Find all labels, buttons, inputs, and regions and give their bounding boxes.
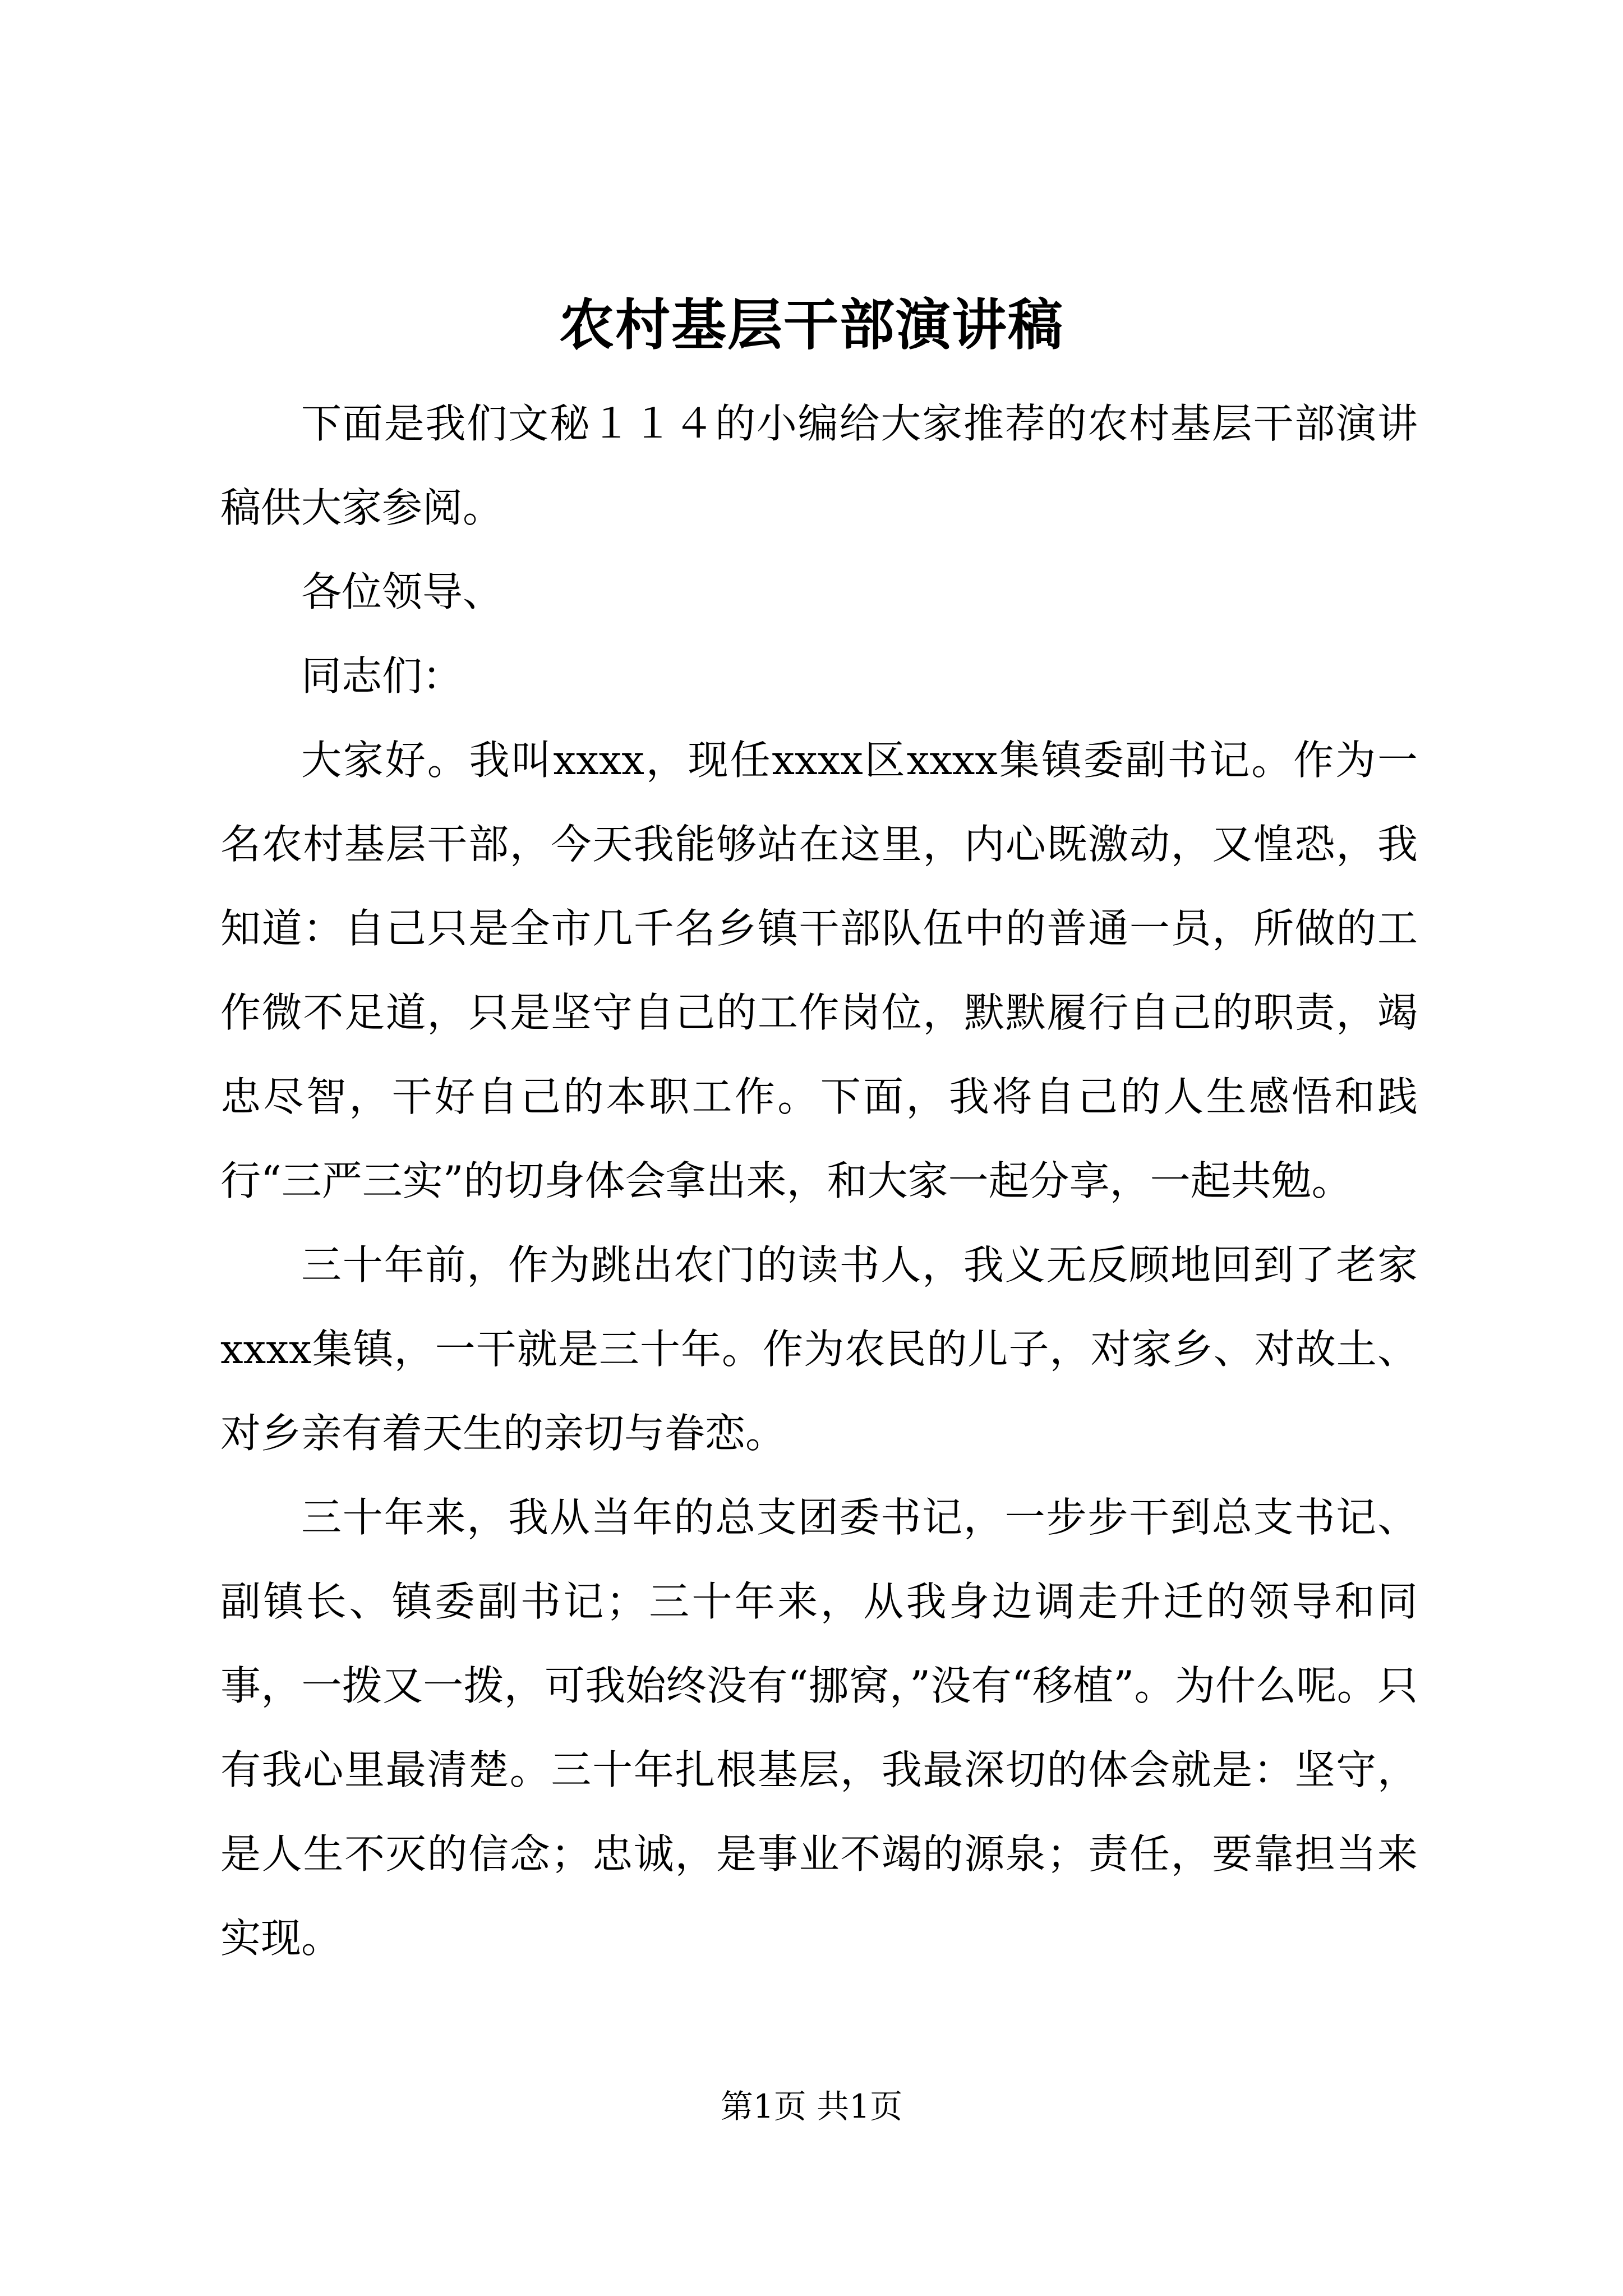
page-footer: 第1页 共1页 (720, 2087, 903, 2125)
document-title: 农村基层干部演讲稿 (559, 293, 1064, 357)
paragraph-salutation-leaders: 各位领导、 (301, 568, 504, 615)
paragraph-intro: 下面是我们文秘１１４的小编给大家推荐的农村基层干部演讲稿供大家参阅。 (220, 400, 1418, 531)
paragraph-thirty-years-since: 三十年来，我从当年的总支团委书记，一步步干到总支书记、副镇长、镇委副书记；三十年来，从我身边调走升迁的领导和同事，一拨又一拨，可我始终没有“挪窝，”没有“移植”。为什么呢。只有我心里最清楚。三十年扎根基层，我最深切的体会就是：坚守，是人生不灭的信念；忠诚，是事业不竭的源泉；责任，要靠担当来实现。 (220, 1494, 1418, 1962)
paragraph-thirty-years-ago: 三十年前，作为跳出农门的读书人，我义无反顾地回到了老家xxxx集镇，一干就是三十年。作为农民的儿子，对家乡、对故土、对乡亲有着天生的亲切与眷恋。 (220, 1241, 1418, 1457)
paragraph-salutation-comrades: 同志们： (301, 652, 463, 700)
paragraph-self-introduction: 大家好。我叫xxxx，现任xxxx区xxxx集镇委副书记。作为一名农村基层干部，今天我能够站在这里，内心既激动，又惶恐，我知道：自己只是全市几千名乡镇干部队伍中的普通一员，所做的工作微不足道，只是坚守自己的工作岗位，默默履行自己的职责，竭忠尽智，干好自己的本职工作。下面，我将自己的人生感悟和践行“三严三实”的切身体会拿出来，和大家一起分享，一起共勉。 (220, 737, 1418, 1204)
document-body (220, 381, 1418, 1980)
